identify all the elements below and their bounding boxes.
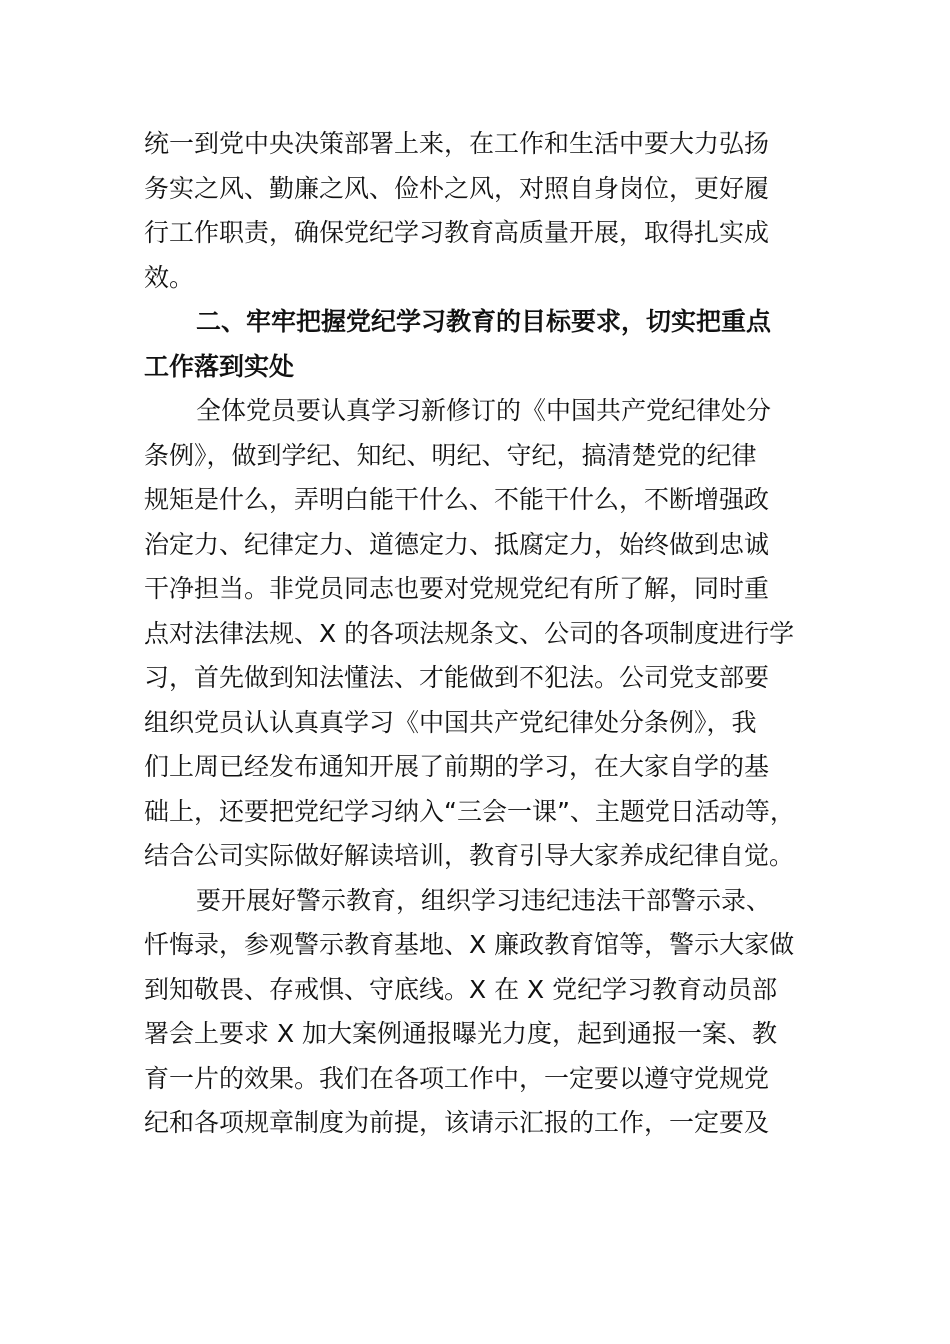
text-line: 结合公司实际做好解读培训，教育引导大家养成纪律自觉。	[144, 841, 795, 870]
text-line: 务实之风、勤廉之风、俭朴之风，对照自身岗位，更好履	[144, 173, 770, 203]
document-body	[144, 122, 808, 1146]
text-line: 忏悔录，参观警示教育基地、X 廉政教育馆等，警示大家做	[144, 930, 795, 959]
text-line: 治定力、纪律定力、道德定力、抵腐定力，始终做到忠诚	[144, 529, 770, 559]
text-line: 干净担当。非党员同志也要对党规党纪有所了解，同时重	[144, 574, 770, 603]
text-line: 组织党员认认真真学习《中国共产党纪律处分条例》，我	[144, 707, 757, 737]
heading-line: 二、牢牢把握党纪学习教育的目标要求，切实把重点	[196, 307, 772, 336]
text-line: 全体党员要认真学习新修订的《中国共产党纪律处分	[196, 396, 772, 425]
text-line: 署会上要求 X 加大案例通报曝光力度，起到通报一案、教	[144, 1019, 778, 1048]
text-line: 规矩是什么，弄明白能干什么、不能干什么，不断增强政	[144, 485, 770, 514]
text-line: 效。	[144, 262, 195, 292]
text-line: 们上周已经发布通知开展了前期的学习，在大家自学的基	[144, 752, 770, 781]
text-line: 到知敬畏、存戒惧、守底线。X 在 X 党纪学习教育动员部	[144, 974, 778, 1004]
paragraph-3	[144, 389, 808, 879]
heading-line: 工作落到实处	[144, 351, 295, 381]
text-line: 习，首先做到知法懂法、才能做到不犯法。公司党支部要	[144, 663, 770, 692]
text-line: 条例》，做到学纪、知纪、明纪、守纪，搞清楚党的纪律	[144, 440, 757, 470]
text-line: 统一到党中央决策部署上来，在工作和生活中要大力弘扬	[144, 129, 770, 158]
text-line: 础上，还要把党纪学习纳入“三会一课”、主题党日活动等，	[144, 796, 795, 826]
section-heading	[144, 300, 808, 389]
text-line: 要开展好警示教育，组织学习违纪违法干部警示录、	[196, 885, 772, 915]
paragraph-4	[144, 879, 808, 1146]
text-line: 行工作职责，确保党纪学习教育高质量开展，取得扎实成	[144, 218, 770, 247]
text-line: 点对法律法规、X 的各项法规条文、公司的各项制度进行学	[144, 618, 795, 648]
text-line: 育一片的效果。我们在各项工作中，一定要以遵守党规党	[144, 1063, 770, 1093]
text-line: 纪和各项规章制度为前提，该请示汇报的工作，一定要及	[144, 1108, 770, 1137]
paragraph-1	[144, 122, 808, 300]
